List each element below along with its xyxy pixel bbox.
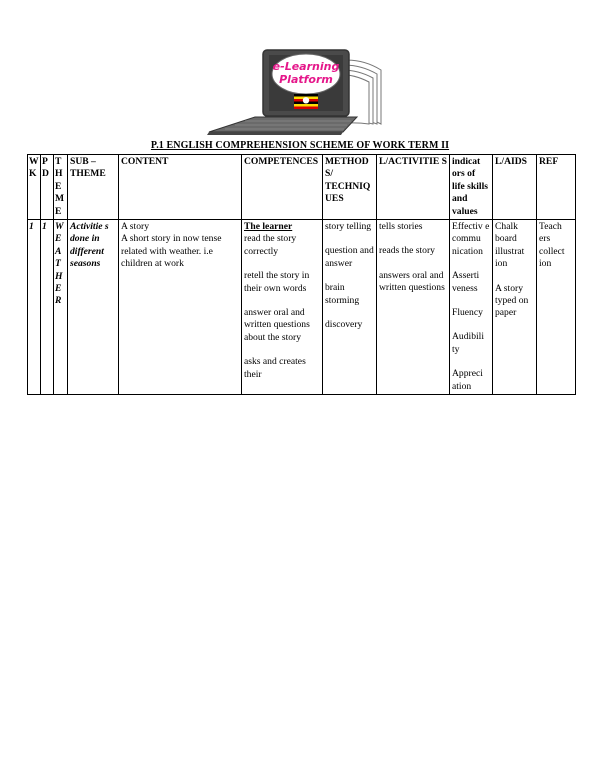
laptop-keyboard (209, 117, 357, 132)
e-learning-platform-logo (205, 44, 385, 136)
header-wk: W K (28, 155, 41, 220)
header-aids: L/AIDS (493, 155, 537, 220)
competences-heading: The learner (244, 221, 293, 233)
cell-content: A story A short story in now tense related with weather. i.e children at work (119, 220, 242, 395)
cell-pd: 1 (41, 220, 54, 395)
cell-indicators: Effectiv e commu nication Asserti veness Fluency Audibili ty Appreci ation (450, 220, 493, 395)
uganda-flag-icon (294, 94, 318, 109)
cell-competences: The learner read the story correctly retell the story in their own words answer oral and written questions about the story asks and creates their (242, 220, 323, 395)
scheme-of-work-table (27, 154, 576, 395)
cell-activities: tells stories reads the story answers oral and written questions (377, 220, 450, 395)
header-indicators: indicat ors of life skills and values (450, 155, 493, 220)
header-content: CONTENT (119, 155, 242, 220)
header-sub-theme: SUB – THEME (68, 155, 119, 220)
logo-line1: e-Learning (272, 60, 340, 73)
header-pd: P D (41, 155, 54, 220)
header-row (28, 155, 576, 220)
cell-aids: Chalk board illustrat ion A story typed on paper (493, 220, 537, 395)
cell-sub-theme: Activitie s done in different seasons (68, 220, 119, 395)
cell-methods: story telling question and answer brain storming discovery (323, 220, 377, 395)
header-ref: REF (537, 155, 576, 220)
header-competences: COMPETENCES (242, 155, 323, 220)
cell-wk: 1 (28, 220, 41, 395)
header-activities: L/ACTIVITIE S (377, 155, 450, 220)
document-title: P.1 ENGLISH COMPREHENSION SCHEME OF WORK TERM II (150, 140, 450, 151)
cell-theme: W E A T H E R (54, 220, 68, 395)
logo-line2: Platform (279, 73, 333, 86)
cell-ref: Teach ers collect ion (537, 220, 576, 395)
header-methods: METHOD S/ TECHNIQ UES (323, 155, 377, 220)
table-row (28, 220, 576, 395)
header-theme: T H E M E (54, 155, 68, 220)
